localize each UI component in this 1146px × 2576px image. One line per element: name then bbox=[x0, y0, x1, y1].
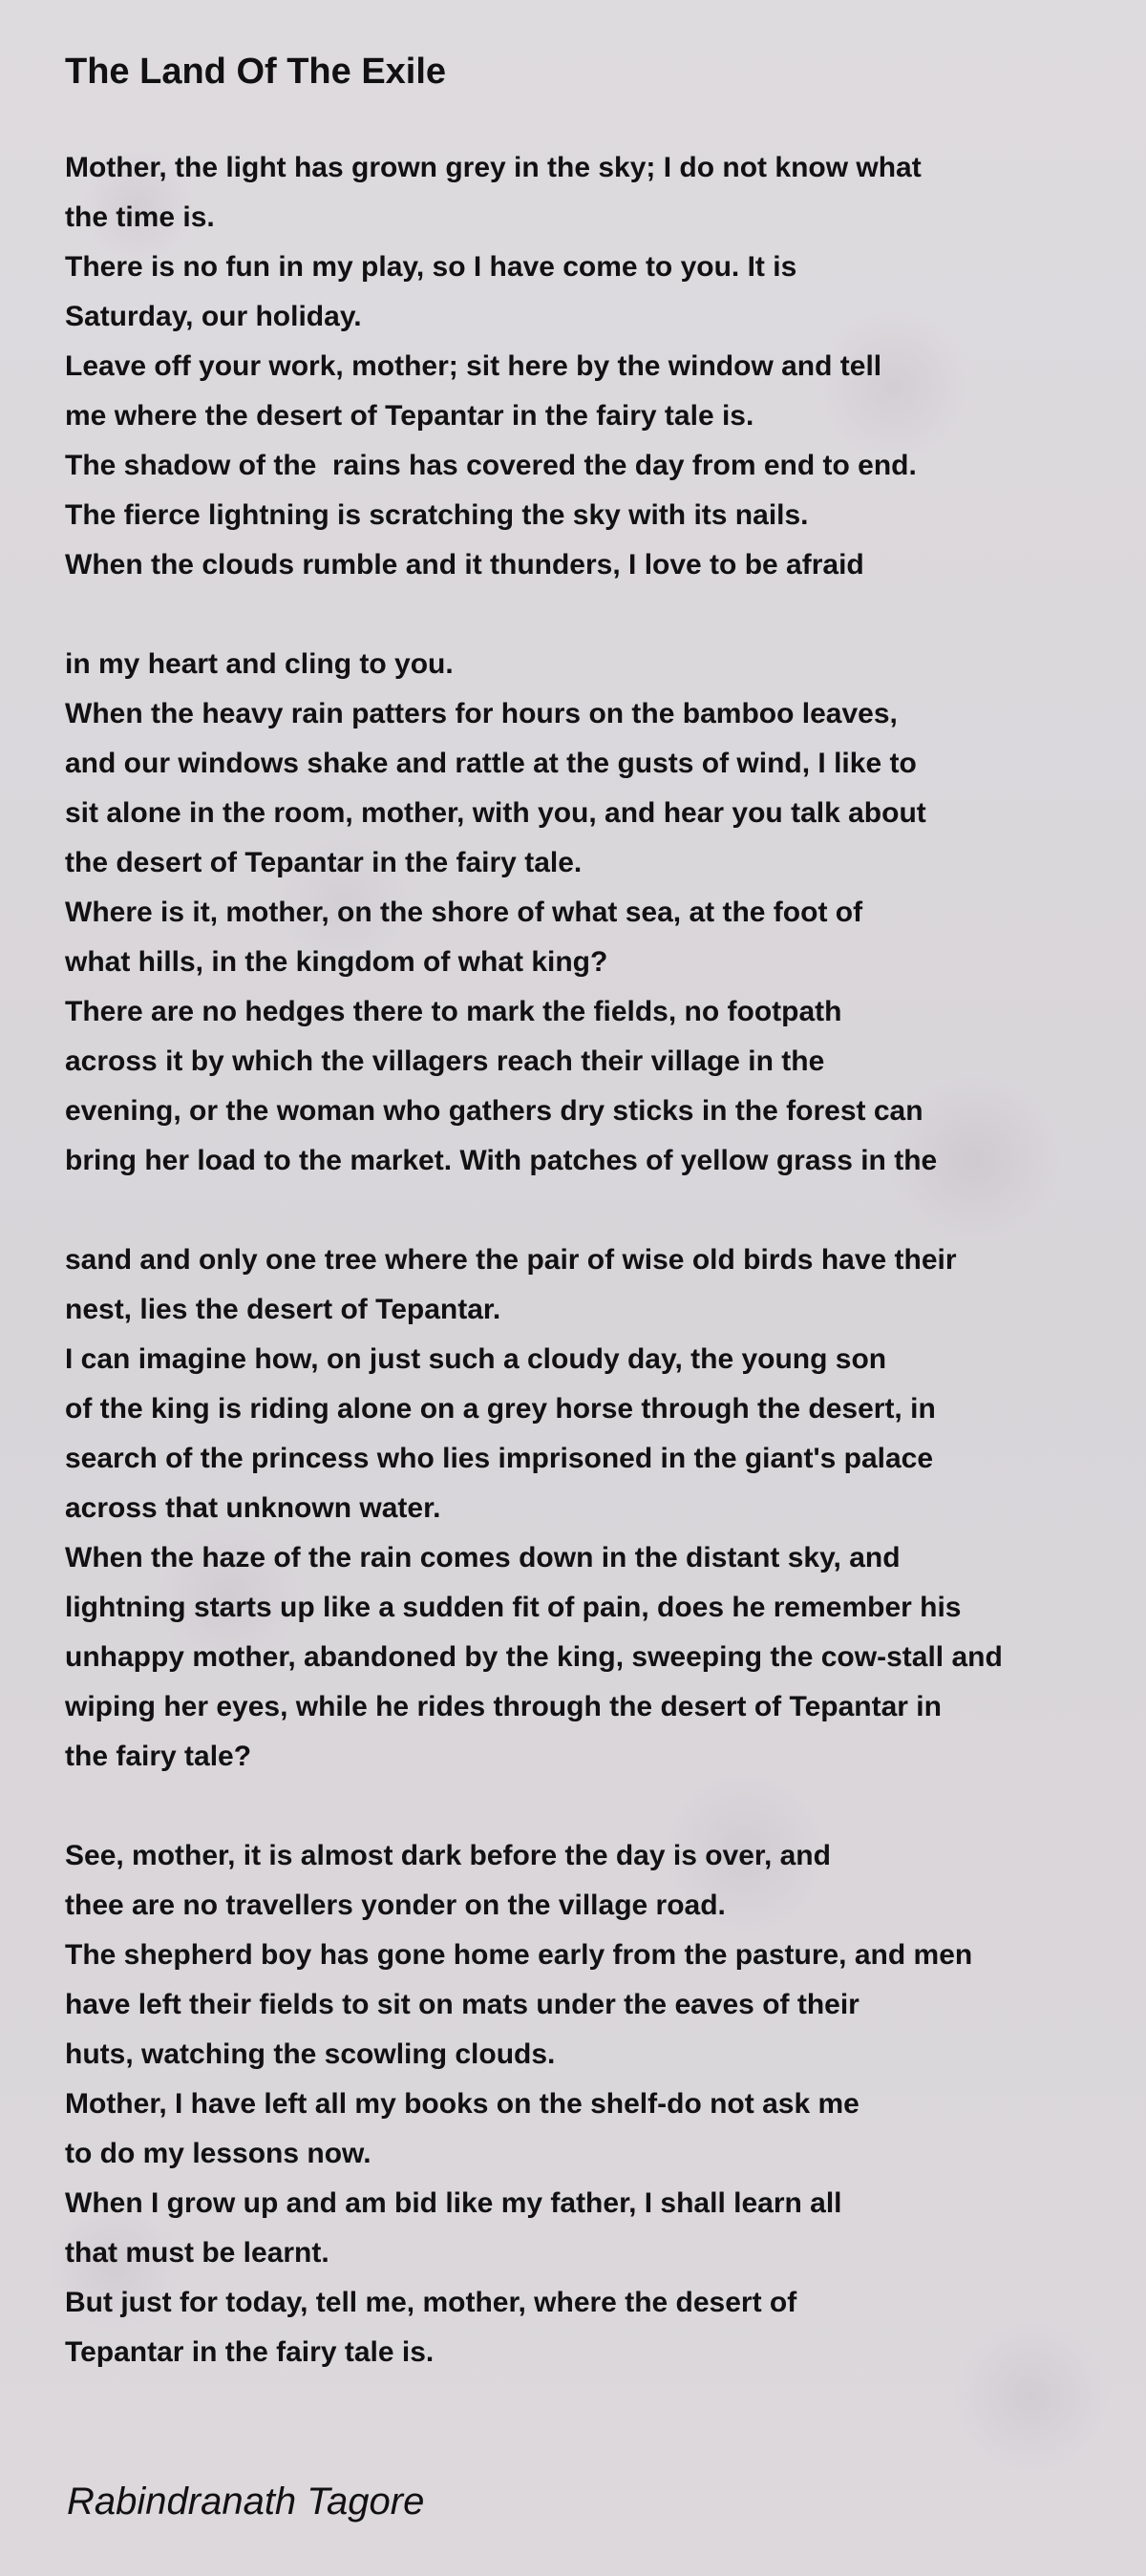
poem-line: search of the princess who lies imprisoned in the giant's palace bbox=[65, 1443, 934, 1474]
poem-line: thee are no travellers yonder on the village road. bbox=[65, 1890, 726, 1921]
poem-line: Where is it, mother, on the shore of what sea, at the foot of bbox=[65, 897, 863, 928]
poem-line: sit alone in the room, mother, with you, and hear you talk about bbox=[65, 797, 926, 829]
poem-line: When the clouds rumble and it thunders, I love to be afraid bbox=[65, 549, 864, 581]
poem-body bbox=[65, 143, 1115, 2427]
poem-line: When the haze of the rain comes down in the distant sky, and bbox=[65, 1542, 901, 1573]
poem-line: that must be learnt. bbox=[65, 2237, 329, 2269]
poem-line: what hills, in the kingdom of what king? bbox=[65, 946, 608, 978]
poem-line: me where the desert of Tepantar in the fairy tale is. bbox=[65, 400, 754, 432]
poem-line: the desert of Tepantar in the fairy tale. bbox=[65, 847, 583, 878]
poem-line: But just for today, tell me, mother, where the desert of bbox=[65, 2287, 797, 2318]
poem-line: lightning starts up like a sudden fit of pain, does he remember his bbox=[65, 1592, 962, 1623]
poem-line: bring her load to the market. With patches of yellow grass in the bbox=[65, 1145, 938, 1176]
poem-line: The fierce lightning is scratching the sky with its nails. bbox=[65, 499, 809, 531]
poem-line: When I grow up and am bid like my father, I shall learn all bbox=[65, 2187, 842, 2219]
poem-line: evening, or the woman who gathers dry sticks in the forest can bbox=[65, 1095, 923, 1127]
poem-line: The shepherd boy has gone home early from the pasture, and men bbox=[65, 1939, 973, 1971]
poem-line: the time is. bbox=[65, 201, 215, 233]
poem-line: I can imagine how, on just such a cloudy day, the young son bbox=[65, 1343, 887, 1375]
stanza bbox=[65, 1235, 1115, 1782]
poem-line: huts, watching the scowling clouds. bbox=[65, 2038, 556, 2070]
poem-line: sand and only one tree where the pair of wise old birds have their bbox=[65, 1244, 957, 1276]
poem-line: wiping her eyes, while he rides through the desert of Tepantar in bbox=[65, 1691, 942, 1722]
stanza bbox=[65, 640, 1115, 1186]
poem-line: There is no fun in my play, so I have come to you. It is bbox=[65, 251, 797, 283]
poem-line: The shadow of the rains has covered the day from end to end. bbox=[65, 450, 917, 481]
poem-line: See, mother, it is almost dark before the day is over, and bbox=[65, 1840, 831, 1871]
poem-line: nest, lies the desert of Tepantar. bbox=[65, 1294, 501, 1325]
poem-line: across it by which the villagers reach their village in the bbox=[65, 1045, 825, 1077]
poem-line: Leave off your work, mother; sit here by the window and tell bbox=[65, 350, 882, 382]
poem-line: in my heart and cling to you. bbox=[65, 648, 454, 680]
poem-author: Rabindranath Tagore bbox=[67, 2481, 425, 2523]
poem-line: have left their fields to sit on mats under the eaves of their bbox=[65, 1989, 860, 2020]
poem-line: to do my lessons now. bbox=[65, 2138, 371, 2169]
stanza bbox=[65, 143, 1115, 590]
poem-line: unhappy mother, abandoned by the king, sweeping the cow-stall and bbox=[65, 1641, 1003, 1673]
poem-line: Mother, I have left all my books on the shelf-do not ask me bbox=[65, 2088, 860, 2120]
poem-line: and our windows shake and rattle at the gusts of wind, I like to bbox=[65, 748, 917, 779]
poem-line: There are no hedges there to mark the fields, no footpath bbox=[65, 996, 842, 1027]
poem-title: The Land Of The Exile bbox=[65, 52, 447, 92]
poem-line: When the heavy rain patters for hours on the bamboo leaves, bbox=[65, 698, 898, 729]
poem-line: across that unknown water. bbox=[65, 1492, 441, 1524]
poem-line: Saturday, our holiday. bbox=[65, 301, 362, 332]
poem-line: of the king is riding alone on a grey horse through the desert, in bbox=[65, 1393, 936, 1425]
poem-line: the fairy tale? bbox=[65, 1741, 252, 1772]
stanza bbox=[65, 1831, 1115, 2377]
poem-line: Tepantar in the fairy tale is. bbox=[65, 2336, 435, 2368]
poem-line: Mother, the light has grown grey in the sky; I do not know what bbox=[65, 152, 922, 183]
